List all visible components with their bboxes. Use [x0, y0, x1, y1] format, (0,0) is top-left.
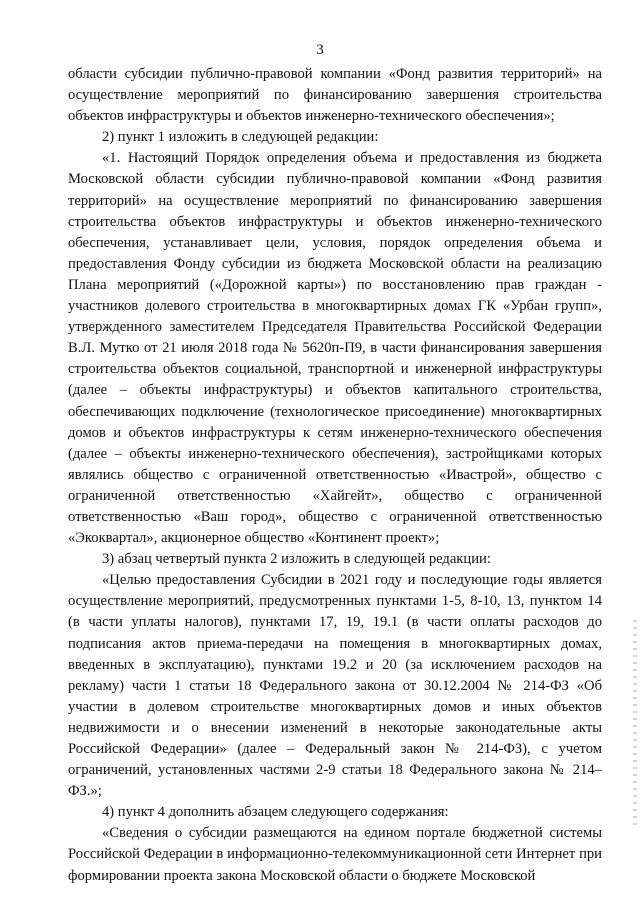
scan-artifact	[633, 620, 637, 830]
paragraph-quote-2: «Целью предоставления Субсидии в 2021 году и последующие годы является осуществление мероприятий, предусмотренных пунктами 1-5, 8-10, 13, пунктом 14 (в части уплаты налогов), пунктами 17, 19, 19.1 (в части оплаты расходов до подписания актов приема-передачи на помещения в многоквартирных домах, введенных в эксплуатацию), пунктами 19.2 и 20 (за исключением расходов на рекламу) части 1 статьи 18 Федерального закона от 30.12.2004 № 214-ФЗ «Об участии в долевом строительстве многоквартирных домов и иных объектов недвижимости и о внесении изменений в некоторые законодательные акты Российской Федерации» (далее – Федеральный закон № 214-ФЗ), с учетом ограничений, установленных частями 2-9 статьи 18 Федерального закона № 214–ФЗ.»;	[68, 572, 602, 800]
paragraph-continuation: области субсидии публично-правовой компании «Фонд развития территорий» на осуществление мероприятий по финансированию завершения строительства объектов инфраструктуры и объектов инженерно-технического обеспечения»;	[68, 66, 602, 125]
paragraph-quote-3: «Сведения о субсидии размещаются на едином портале бюджетной системы Российской Федерации в информационно-телекоммуникационной сети Интернет при формировании проекта закона Московской области о бюджете Московской	[68, 825, 602, 884]
document-body	[68, 64, 602, 887]
paragraph-item-4: 4) пункт 4 дополнить абзацем следующего содержания:	[102, 804, 449, 821]
paragraph-item-3: 3) абзац четвертый пункта 2 изложить в следующей редакции:	[102, 551, 491, 568]
paragraph-item-2: 2) пункт 1 изложить в следующей редакции:	[102, 129, 379, 146]
paragraph-quote-1: «1. Настоящий Порядок определения объема и предоставления из бюджета Московской области субсидии публично-правовой компании «Фонд развития территорий» на осуществление мероприятий по финансированию завершения строительства объектов инфраструктуры и объектов инженерно-технического обеспечения, устанавливает цели, условия, порядок определения объема и предоставления Фонду субсидии из бюджета Московской области на реализацию Плана мероприятий («Дорожной карты») по восстановлению прав граждан - участников долевого строительства в многоквартирных домах ГК «Урбан групп», утвержденного заместителем Председателя Правительства Российской Федерации В.Л. Мутко от 21 июля 2018 года № 5620п-П9, в части финансирования завершения строительства объектов социальной, транспортной и инженерной инфраструктуры (далее – объекты инфраструктуры) и объектов капитального строительства, обеспечивающих подключение (технологическое присоединение) многоквартирных домов и объектов инфраструктуры к сетям инженерно-технического обеспечения (далее – объекты инженерно-технического обеспечения), застройщиками которых являлись общество с ограниченной ответственностью «Ивастрой», общество с ограниченной ответственностью «Хайгейт», общество с ограниченной ответственностью «Ваш город», общество с ограниченной ответственностью «Экоквартал», акционерное общество «Континент проект»;	[68, 150, 602, 547]
page-number: 3	[316, 42, 324, 58]
